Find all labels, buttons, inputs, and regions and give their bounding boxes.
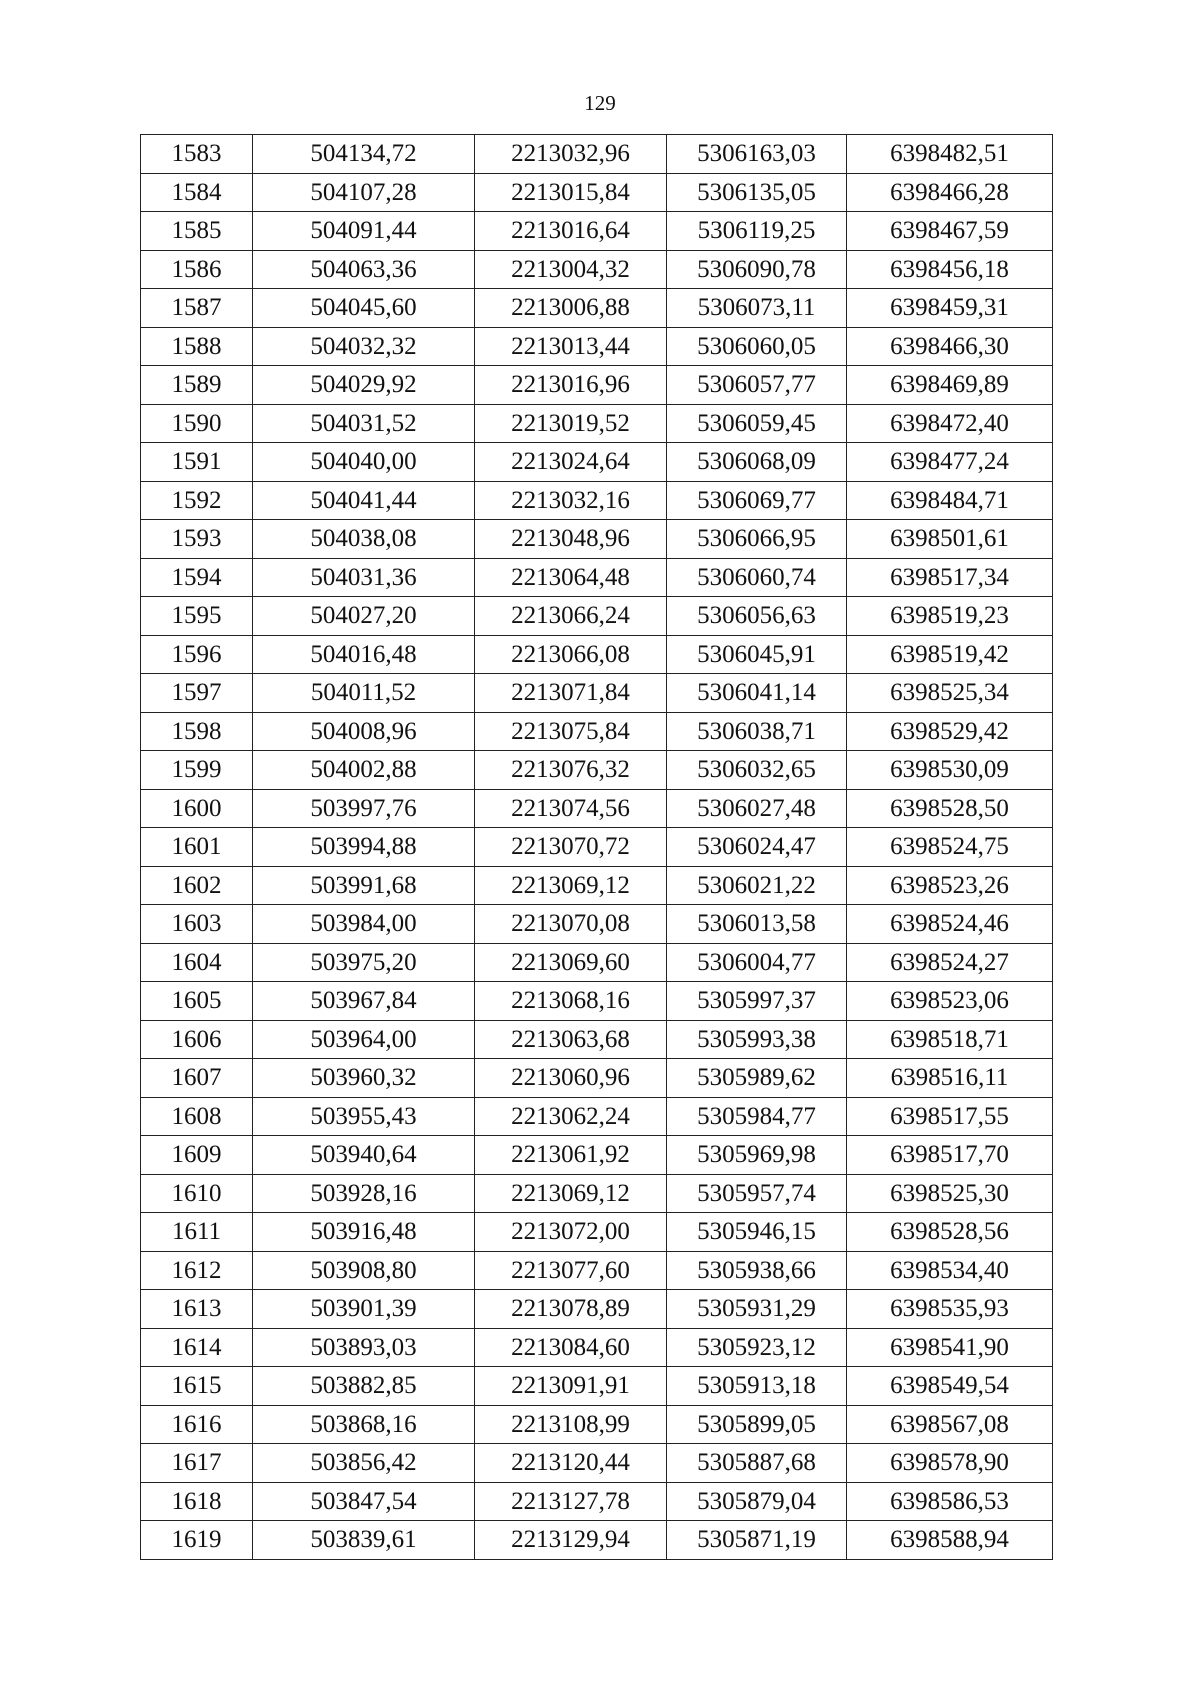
coord-x2-cell: 5305871,19: [667, 1521, 847, 1560]
coord-x1-cell: 504027,20: [253, 597, 475, 636]
coord-y2-cell: 6398525,30: [847, 1174, 1053, 1213]
coord-y1-cell: 2213084,60: [475, 1328, 667, 1367]
coord-y1-cell: 2213072,00: [475, 1213, 667, 1252]
table-row: [141, 481, 1053, 520]
coord-y2-cell: 6398530,09: [847, 751, 1053, 790]
coord-y2-cell: 6398467,59: [847, 212, 1053, 251]
point-number-cell: 1616: [141, 1405, 253, 1444]
coord-x1-cell: 504107,28: [253, 173, 475, 212]
coord-y1-cell: 2213048,96: [475, 520, 667, 559]
point-number-cell: 1597: [141, 674, 253, 713]
coord-x2-cell: 5306073,11: [667, 289, 847, 328]
coord-x2-cell: 5306163,03: [667, 135, 847, 174]
coord-x2-cell: 5305923,12: [667, 1328, 847, 1367]
coord-y2-cell: 6398459,31: [847, 289, 1053, 328]
coord-y2-cell: 6398529,42: [847, 712, 1053, 751]
table-row: [141, 828, 1053, 867]
coord-x2-cell: 5306060,74: [667, 558, 847, 597]
table-row: [141, 674, 1053, 713]
coord-y1-cell: 2213069,60: [475, 943, 667, 982]
coord-x2-cell: 5305887,68: [667, 1444, 847, 1483]
coord-x2-cell: 5305969,98: [667, 1136, 847, 1175]
coord-x1-cell: 503916,48: [253, 1213, 475, 1252]
coord-x1-cell: 504038,08: [253, 520, 475, 559]
coord-x1-cell: 504031,36: [253, 558, 475, 597]
point-number-cell: 1607: [141, 1059, 253, 1098]
point-number-cell: 1612: [141, 1251, 253, 1290]
coord-y1-cell: 2213063,68: [475, 1020, 667, 1059]
coord-x2-cell: 5306090,78: [667, 250, 847, 289]
table-row: [141, 1290, 1053, 1329]
point-number-cell: 1592: [141, 481, 253, 520]
coord-y1-cell: 2213127,78: [475, 1482, 667, 1521]
coord-y2-cell: 6398541,90: [847, 1328, 1053, 1367]
point-number-cell: 1595: [141, 597, 253, 636]
coord-y1-cell: 2213120,44: [475, 1444, 667, 1483]
coord-x1-cell: 504041,44: [253, 481, 475, 520]
coord-y1-cell: 2213068,16: [475, 982, 667, 1021]
coord-y1-cell: 2213032,16: [475, 481, 667, 520]
coord-x2-cell: 5306119,25: [667, 212, 847, 251]
coord-x1-cell: 503994,88: [253, 828, 475, 867]
coord-x1-cell: 504091,44: [253, 212, 475, 251]
table-row: [141, 1482, 1053, 1521]
coord-y2-cell: 6398477,24: [847, 443, 1053, 482]
point-number-cell: 1618: [141, 1482, 253, 1521]
coord-x1-cell: 504134,72: [253, 135, 475, 174]
coord-x1-cell: 504029,92: [253, 366, 475, 405]
point-number-cell: 1598: [141, 712, 253, 751]
coord-y2-cell: 6398466,28: [847, 173, 1053, 212]
coord-x1-cell: 504011,52: [253, 674, 475, 713]
coord-x1-cell: 503984,00: [253, 905, 475, 944]
coord-y2-cell: 6398525,34: [847, 674, 1053, 713]
table-row: [141, 982, 1053, 1021]
coord-x1-cell: 504016,48: [253, 635, 475, 674]
point-number-cell: 1603: [141, 905, 253, 944]
coord-y2-cell: 6398469,89: [847, 366, 1053, 405]
coord-y2-cell: 6398519,42: [847, 635, 1053, 674]
point-number-cell: 1583: [141, 135, 253, 174]
coord-x2-cell: 5306056,63: [667, 597, 847, 636]
coord-x2-cell: 5306045,91: [667, 635, 847, 674]
coord-x1-cell: 504032,32: [253, 327, 475, 366]
table-row: [141, 404, 1053, 443]
point-number-cell: 1611: [141, 1213, 253, 1252]
table-row: [141, 1097, 1053, 1136]
coord-y1-cell: 2213091,91: [475, 1367, 667, 1406]
point-number-cell: 1593: [141, 520, 253, 559]
table-row: [141, 751, 1053, 790]
point-number-cell: 1604: [141, 943, 253, 982]
table-row: [141, 1020, 1053, 1059]
coord-y1-cell: 2213062,24: [475, 1097, 667, 1136]
table-row: [141, 1405, 1053, 1444]
point-number-cell: 1589: [141, 366, 253, 405]
table-row: [141, 135, 1053, 174]
coord-y2-cell: 6398588,94: [847, 1521, 1053, 1560]
coord-y2-cell: 6398482,51: [847, 135, 1053, 174]
coord-x1-cell: 503991,68: [253, 866, 475, 905]
coord-x1-cell: 503967,84: [253, 982, 475, 1021]
coord-x2-cell: 5306060,05: [667, 327, 847, 366]
coord-y2-cell: 6398524,27: [847, 943, 1053, 982]
coord-y2-cell: 6398524,46: [847, 905, 1053, 944]
coord-x1-cell: 503964,00: [253, 1020, 475, 1059]
coord-y2-cell: 6398528,56: [847, 1213, 1053, 1252]
table-row: [141, 789, 1053, 828]
table-row: [141, 1059, 1053, 1098]
coord-x2-cell: 5306038,71: [667, 712, 847, 751]
point-number-cell: 1588: [141, 327, 253, 366]
coord-x2-cell: 5305879,04: [667, 1482, 847, 1521]
coord-y1-cell: 2213066,24: [475, 597, 667, 636]
coord-y1-cell: 2213006,88: [475, 289, 667, 328]
point-number-cell: 1599: [141, 751, 253, 790]
point-number-cell: 1617: [141, 1444, 253, 1483]
coord-y2-cell: 6398535,93: [847, 1290, 1053, 1329]
table-row: [141, 1444, 1053, 1483]
table-row: [141, 443, 1053, 482]
point-number-cell: 1605: [141, 982, 253, 1021]
table-row: [141, 635, 1053, 674]
coord-x2-cell: 5306066,95: [667, 520, 847, 559]
coord-y1-cell: 2213016,64: [475, 212, 667, 251]
point-number-cell: 1606: [141, 1020, 253, 1059]
coord-y2-cell: 6398516,11: [847, 1059, 1053, 1098]
coordinates-table: [140, 134, 1053, 1560]
table-row: [141, 289, 1053, 328]
coord-y1-cell: 2213032,96: [475, 135, 667, 174]
coord-x1-cell: 504002,88: [253, 751, 475, 790]
coord-y1-cell: 2213077,60: [475, 1251, 667, 1290]
table-row: [141, 212, 1053, 251]
table-row: [141, 1174, 1053, 1213]
coord-y1-cell: 2213074,56: [475, 789, 667, 828]
coord-x1-cell: 503940,64: [253, 1136, 475, 1175]
coord-y1-cell: 2213108,99: [475, 1405, 667, 1444]
coord-y2-cell: 6398472,40: [847, 404, 1053, 443]
coord-y1-cell: 2213075,84: [475, 712, 667, 751]
table-row: [141, 905, 1053, 944]
point-number-cell: 1585: [141, 212, 253, 251]
coord-x2-cell: 5306027,48: [667, 789, 847, 828]
coord-x2-cell: 5306032,65: [667, 751, 847, 790]
coord-x1-cell: 503847,54: [253, 1482, 475, 1521]
coord-y1-cell: 2213013,44: [475, 327, 667, 366]
point-number-cell: 1584: [141, 173, 253, 212]
point-number-cell: 1601: [141, 828, 253, 867]
coord-x1-cell: 503960,32: [253, 1059, 475, 1098]
coord-y2-cell: 6398519,23: [847, 597, 1053, 636]
coord-y2-cell: 6398501,61: [847, 520, 1053, 559]
coord-x1-cell: 504008,96: [253, 712, 475, 751]
coord-x1-cell: 503893,03: [253, 1328, 475, 1367]
page-number: 129: [584, 91, 616, 115]
point-number-cell: 1587: [141, 289, 253, 328]
point-number-cell: 1600: [141, 789, 253, 828]
coord-x2-cell: 5306069,77: [667, 481, 847, 520]
table-row: [141, 1136, 1053, 1175]
coord-x2-cell: 5305989,62: [667, 1059, 847, 1098]
coord-x2-cell: 5305913,18: [667, 1367, 847, 1406]
coord-x1-cell: 503839,61: [253, 1521, 475, 1560]
coord-y2-cell: 6398466,30: [847, 327, 1053, 366]
coord-x1-cell: 504045,60: [253, 289, 475, 328]
coord-y2-cell: 6398456,18: [847, 250, 1053, 289]
coord-x2-cell: 5305957,74: [667, 1174, 847, 1213]
coord-y1-cell: 2213066,08: [475, 635, 667, 674]
coord-x1-cell: 503882,85: [253, 1367, 475, 1406]
point-number-cell: 1619: [141, 1521, 253, 1560]
point-number-cell: 1609: [141, 1136, 253, 1175]
coord-x2-cell: 5305997,37: [667, 982, 847, 1021]
coord-y1-cell: 2213129,94: [475, 1521, 667, 1560]
point-number-cell: 1602: [141, 866, 253, 905]
coord-x2-cell: 5306059,45: [667, 404, 847, 443]
coord-y1-cell: 2213070,72: [475, 828, 667, 867]
point-number-cell: 1610: [141, 1174, 253, 1213]
coord-y2-cell: 6398524,75: [847, 828, 1053, 867]
table-row: [141, 1251, 1053, 1290]
coord-y2-cell: 6398484,71: [847, 481, 1053, 520]
coord-y1-cell: 2213060,96: [475, 1059, 667, 1098]
coord-y1-cell: 2213071,84: [475, 674, 667, 713]
coord-x2-cell: 5306057,77: [667, 366, 847, 405]
coord-x2-cell: 5305899,05: [667, 1405, 847, 1444]
point-number-cell: 1586: [141, 250, 253, 289]
coord-y2-cell: 6398523,26: [847, 866, 1053, 905]
coord-x1-cell: 503856,42: [253, 1444, 475, 1483]
coord-x1-cell: 503901,39: [253, 1290, 475, 1329]
coord-x1-cell: 504031,52: [253, 404, 475, 443]
point-number-cell: 1608: [141, 1097, 253, 1136]
coord-y1-cell: 2213076,32: [475, 751, 667, 790]
coord-x2-cell: 5306013,58: [667, 905, 847, 944]
table-row: [141, 866, 1053, 905]
table-row: [141, 1213, 1053, 1252]
coord-x1-cell: 503955,43: [253, 1097, 475, 1136]
table-row: [141, 366, 1053, 405]
table-row: [141, 520, 1053, 559]
coord-y1-cell: 2213015,84: [475, 173, 667, 212]
coord-x1-cell: 503868,16: [253, 1405, 475, 1444]
point-number-cell: 1594: [141, 558, 253, 597]
coord-x2-cell: 5306024,47: [667, 828, 847, 867]
point-number-cell: 1591: [141, 443, 253, 482]
table-row: [141, 173, 1053, 212]
coord-y1-cell: 2213069,12: [475, 866, 667, 905]
table-row: [141, 1328, 1053, 1367]
coord-y2-cell: 6398549,54: [847, 1367, 1053, 1406]
coord-x1-cell: 504040,00: [253, 443, 475, 482]
table-row: [141, 327, 1053, 366]
coord-x2-cell: 5305938,66: [667, 1251, 847, 1290]
coord-x1-cell: 503975,20: [253, 943, 475, 982]
point-number-cell: 1596: [141, 635, 253, 674]
table-row: [141, 712, 1053, 751]
coord-y2-cell: 6398523,06: [847, 982, 1053, 1021]
coord-y2-cell: 6398567,08: [847, 1405, 1053, 1444]
coord-y2-cell: 6398517,55: [847, 1097, 1053, 1136]
coordinates-table-body: [141, 135, 1053, 1560]
coord-y2-cell: 6398517,70: [847, 1136, 1053, 1175]
point-number-cell: 1614: [141, 1328, 253, 1367]
coord-y2-cell: 6398534,40: [847, 1251, 1053, 1290]
coord-y1-cell: 2213016,96: [475, 366, 667, 405]
table-row: [141, 250, 1053, 289]
coord-x2-cell: 5305993,38: [667, 1020, 847, 1059]
coord-x2-cell: 5306004,77: [667, 943, 847, 982]
coord-y2-cell: 6398586,53: [847, 1482, 1053, 1521]
table-row: [141, 597, 1053, 636]
coord-y2-cell: 6398578,90: [847, 1444, 1053, 1483]
coord-x2-cell: 5305931,29: [667, 1290, 847, 1329]
table-row: [141, 943, 1053, 982]
coord-y2-cell: 6398528,50: [847, 789, 1053, 828]
coord-x1-cell: 503928,16: [253, 1174, 475, 1213]
table-row: [141, 1521, 1053, 1560]
coord-y1-cell: 2213078,89: [475, 1290, 667, 1329]
coord-y1-cell: 2213061,92: [475, 1136, 667, 1175]
point-number-cell: 1590: [141, 404, 253, 443]
coord-x2-cell: 5306068,09: [667, 443, 847, 482]
table-row: [141, 558, 1053, 597]
coord-y1-cell: 2213069,12: [475, 1174, 667, 1213]
coord-y1-cell: 2213019,52: [475, 404, 667, 443]
coord-y1-cell: 2213064,48: [475, 558, 667, 597]
coord-x1-cell: 503908,80: [253, 1251, 475, 1290]
coord-y2-cell: 6398518,71: [847, 1020, 1053, 1059]
coord-x1-cell: 504063,36: [253, 250, 475, 289]
coord-y2-cell: 6398517,34: [847, 558, 1053, 597]
coord-y1-cell: 2213024,64: [475, 443, 667, 482]
coord-x2-cell: 5306021,22: [667, 866, 847, 905]
coord-x2-cell: 5305946,15: [667, 1213, 847, 1252]
coord-y1-cell: 2213070,08: [475, 905, 667, 944]
point-number-cell: 1613: [141, 1290, 253, 1329]
coord-x1-cell: 503997,76: [253, 789, 475, 828]
coord-x2-cell: 5306041,14: [667, 674, 847, 713]
coord-x2-cell: 5305984,77: [667, 1097, 847, 1136]
coord-y1-cell: 2213004,32: [475, 250, 667, 289]
coord-x2-cell: 5306135,05: [667, 173, 847, 212]
table-row: [141, 1367, 1053, 1406]
point-number-cell: 1615: [141, 1367, 253, 1406]
